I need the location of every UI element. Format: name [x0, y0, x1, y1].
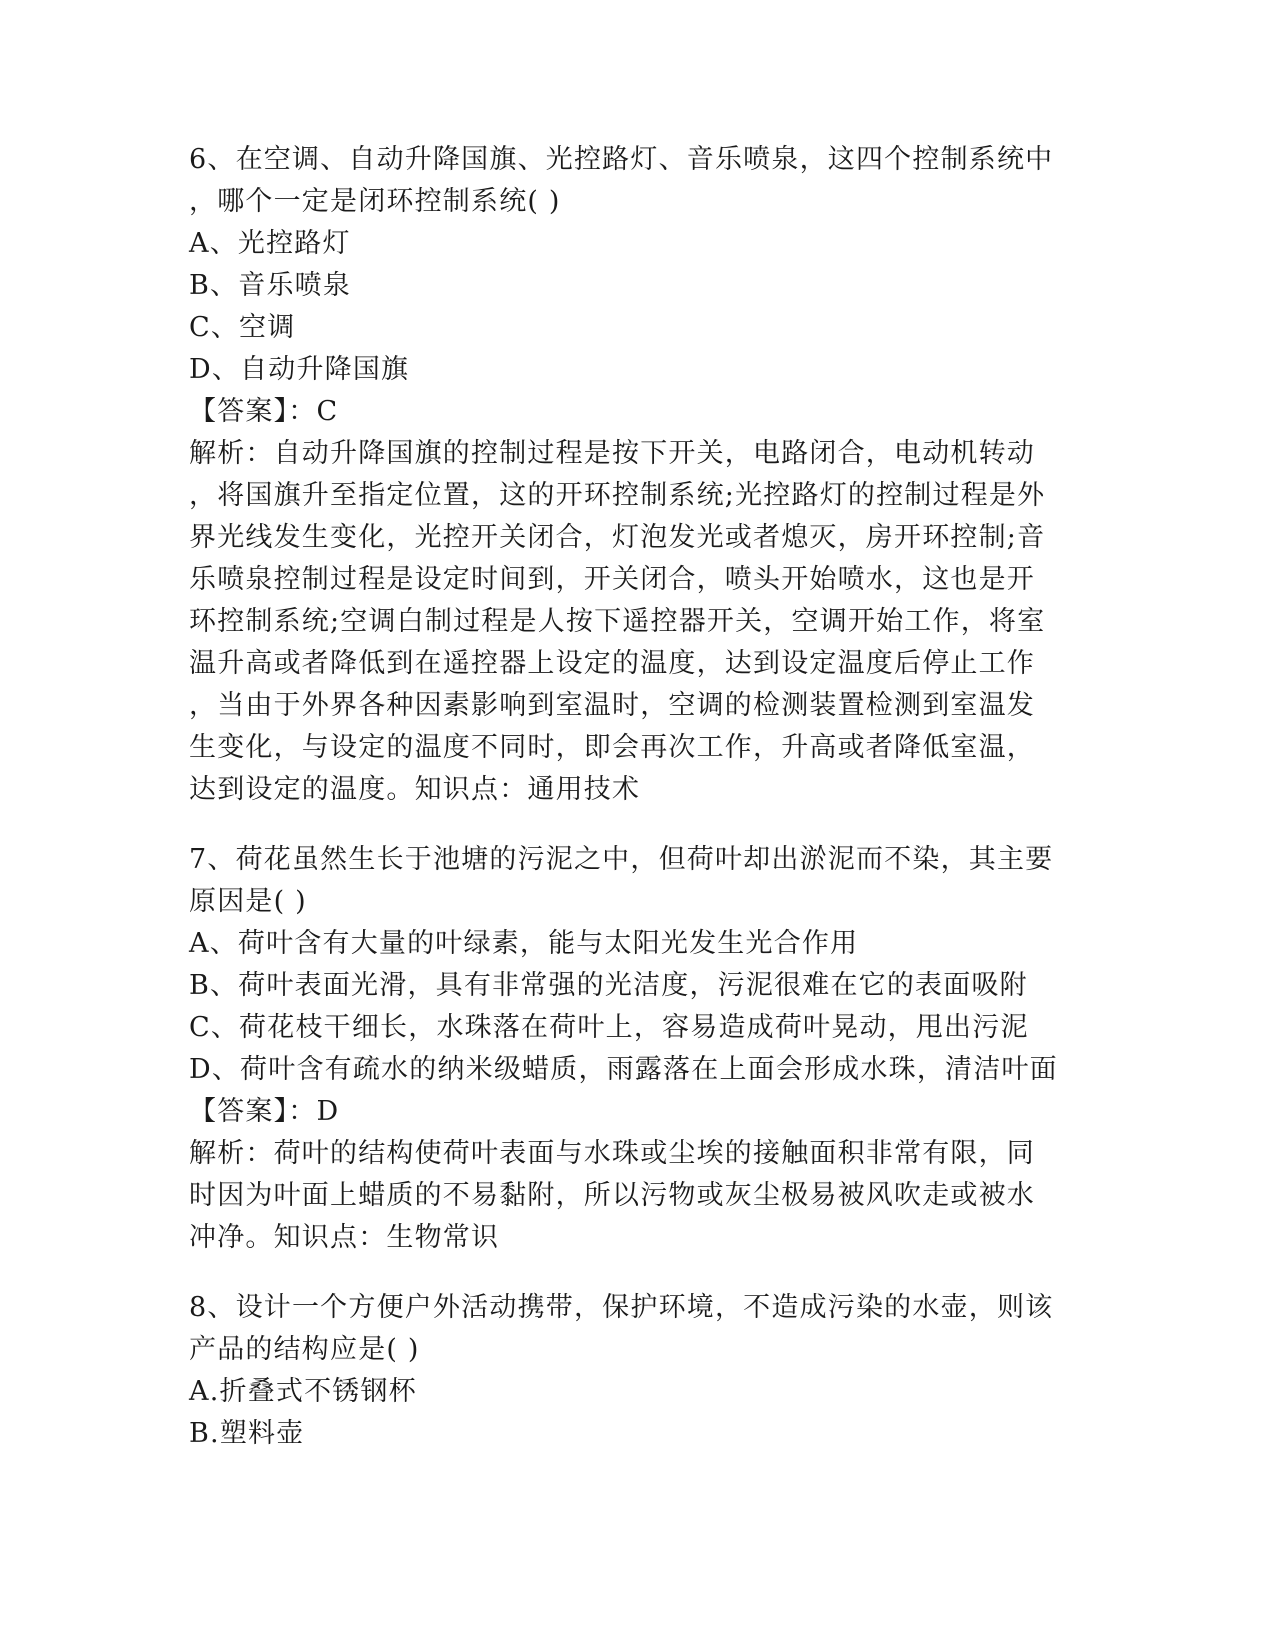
question-6-option-b: B、音乐喷泉: [189, 270, 352, 301]
question-6-stem-line-1: 6、在空调、自动升降国旗、光控路灯、音乐喷泉，这四个控制系统中: [189, 144, 1054, 175]
question-6-analysis-line-2: ，将国旗升至指定位置，这的开环控制系统;光控路灯的控制过程是外: [189, 480, 1046, 511]
question-6-analysis-line-8: 生变化，与设定的温度不同时，即会再次工作，升高或者降低室温，: [189, 732, 1035, 763]
question-7-option-c: C、荷花枝干细长，水珠落在荷叶上，容易造成荷叶晃动，甩出污泥: [189, 1012, 1029, 1043]
question-7-answer: 【答案】：D: [189, 1096, 340, 1127]
question-6-option-a: A、光控路灯: [189, 228, 351, 259]
question-7-option-d: D、荷叶含有疏水的纳米级蜡质，雨露落在上面会形成水珠，清洁叶面: [189, 1054, 1058, 1085]
question-6-analysis-line-9: 达到设定的温度。知识点：通用技术: [189, 774, 641, 805]
question-8-stem-line-1: 8、设计一个方便户外活动携带，保护环境，不造成污染的水壶，则该: [189, 1292, 1054, 1323]
question-7-option-b: B、荷叶表面光滑，具有非常强的光洁度，污泥很难在它的表面吸附: [189, 970, 1028, 1001]
question-7-analysis-line-1: 解析：荷叶的结构使荷叶表面与水珠或尘埃的接触面积非常有限，同: [189, 1138, 1035, 1169]
question-6-analysis-line-5: 环控制系统;空调白制过程是人按下遥控器开关，空调开始工作，将室: [189, 606, 1046, 637]
question-8-stem-line-2: 产品的结构应是( ): [189, 1334, 420, 1365]
question-7-analysis-line-3: 冲净。知识点：生物常识: [189, 1222, 500, 1253]
question-6-analysis-line-4: 乐喷泉控制过程是设定时间到，开关闭合，喷头开始喷水，这也是开: [189, 564, 1035, 595]
question-6-option-c: C、空调: [189, 312, 296, 343]
question-6-answer: 【答案】：C: [189, 396, 339, 427]
question-6-analysis-line-7: ，当由于外界各种因素影响到室温时，空调的检测装置检测到室温发: [189, 690, 1035, 721]
question-6-analysis-line-3: 界光线发生变化，光控开关闭合，灯泡发光或者熄灭，房开环控制;音: [189, 522, 1046, 553]
question-7-analysis-line-2: 时因为叶面上蜡质的不易黏附，所以污物或灰尘极易被风吹走或被水: [189, 1180, 1035, 1211]
question-7-stem-line-2: 原因是( ): [189, 886, 307, 917]
question-7-option-a: A、荷叶含有大量的叶绿素，能与太阳光发生光合作用: [189, 928, 859, 959]
question-6-stem-line-2: ，哪个一定是闭环控制系统( ): [189, 186, 561, 217]
question-6-option-d: D、自动升降国旗: [189, 354, 410, 385]
question-7-stem-line-1: 7、荷花虽然生长于池塘的污泥之中，但荷叶却出淤泥而不染，其主要: [189, 844, 1054, 875]
question-8-option-b: B.塑料壶: [189, 1418, 305, 1449]
question-6-analysis-line-6: 温升高或者降低到在遥控器上设定的温度，达到设定温度后停止工作: [189, 648, 1035, 679]
question-6-analysis-line-1: 解析：自动升降国旗的控制过程是按下开关，电路闭合，电动机转动: [189, 438, 1035, 469]
question-8-option-a: A.折叠式不锈钢杯: [189, 1376, 417, 1407]
